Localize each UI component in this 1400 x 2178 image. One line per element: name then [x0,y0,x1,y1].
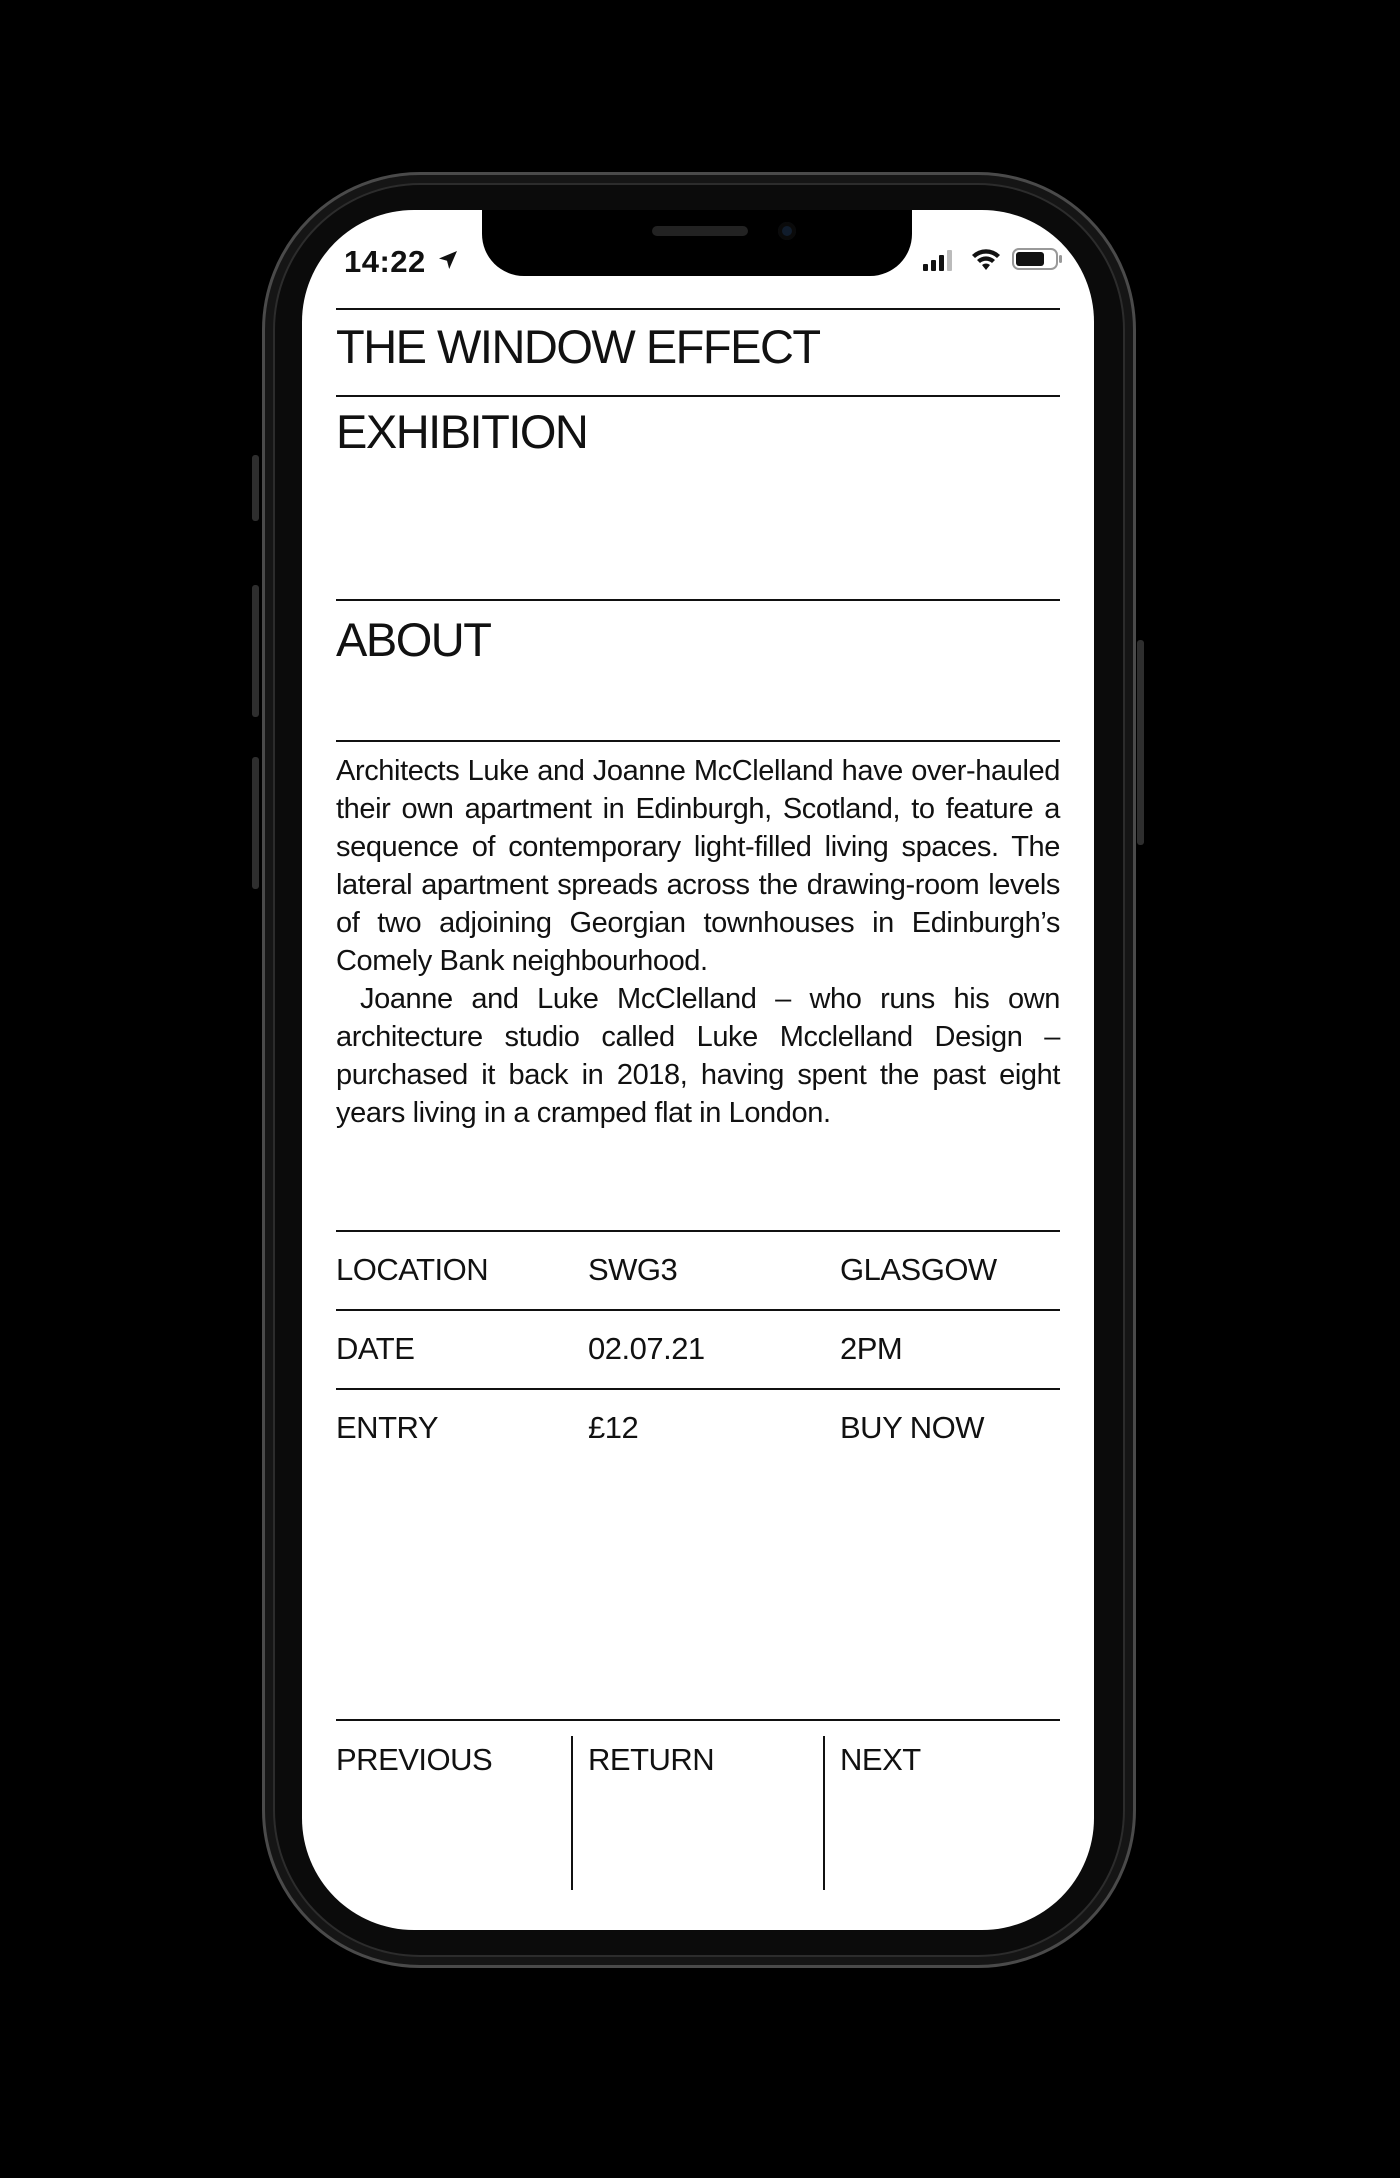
screen [302,210,1094,1930]
date-value: 02.07.21 [588,1331,705,1366]
divider [336,740,1060,742]
divider [336,1309,1060,1311]
notch [482,210,912,276]
location-venue: SWG3 [588,1252,678,1287]
about-heading: ABOUT [336,613,491,666]
mute-switch [252,455,259,521]
battery-icon [1012,246,1064,272]
nav-separator [823,1736,825,1890]
cellular-signal-icon [922,248,956,272]
divider [336,1230,1060,1232]
volume-down-button [252,757,259,889]
divider [336,1388,1060,1390]
about-text [336,752,1060,1132]
entry-label: ENTRY [336,1410,439,1445]
divider [336,308,1060,310]
power-button [1137,640,1144,845]
about-paragraph: Joanne and Luke McClelland – who runs his own architecture studio called Luke Mcclelland Design – purchased it back in 2018, having spent the past eight years living in a cramped flat in London. [336,983,1060,1129]
front-camera [778,222,796,240]
nav-separator [571,1736,573,1890]
location-label: LOCATION [336,1252,489,1287]
next-button[interactable]: NEXT [840,1742,921,1777]
time-value: 2PM [840,1331,903,1366]
date-label: DATE [336,1331,415,1366]
volume-up-button [252,585,259,717]
event-title: THE WINDOW EFFECT [336,320,820,373]
event-subtitle: EXHIBITION [336,405,588,458]
speaker-grille [652,226,748,236]
divider [336,599,1060,601]
wifi-icon [970,246,1002,272]
location-arrow-icon [436,248,460,272]
buy-now-button[interactable]: BUY NOW [840,1410,985,1445]
divider [336,395,1060,397]
return-button[interactable]: RETURN [588,1742,715,1777]
location-city: GLASGOW [840,1252,997,1287]
status-time: 14:22 [344,244,426,279]
entry-price: £12 [588,1410,639,1445]
divider [336,1719,1060,1721]
previous-button[interactable]: PREVIOUS [336,1742,493,1777]
about-paragraph: Architects Luke and Joanne McClelland have over-hauled their own apartment in Edinburgh, Scotland, to feature a sequence of contemporary light-filled living spaces. The lateral apartment spreads across the drawing-room levels of two adjoining Georgian townhouses in Edinburgh’s Comely Bank neighbourhood. [336,755,1060,977]
